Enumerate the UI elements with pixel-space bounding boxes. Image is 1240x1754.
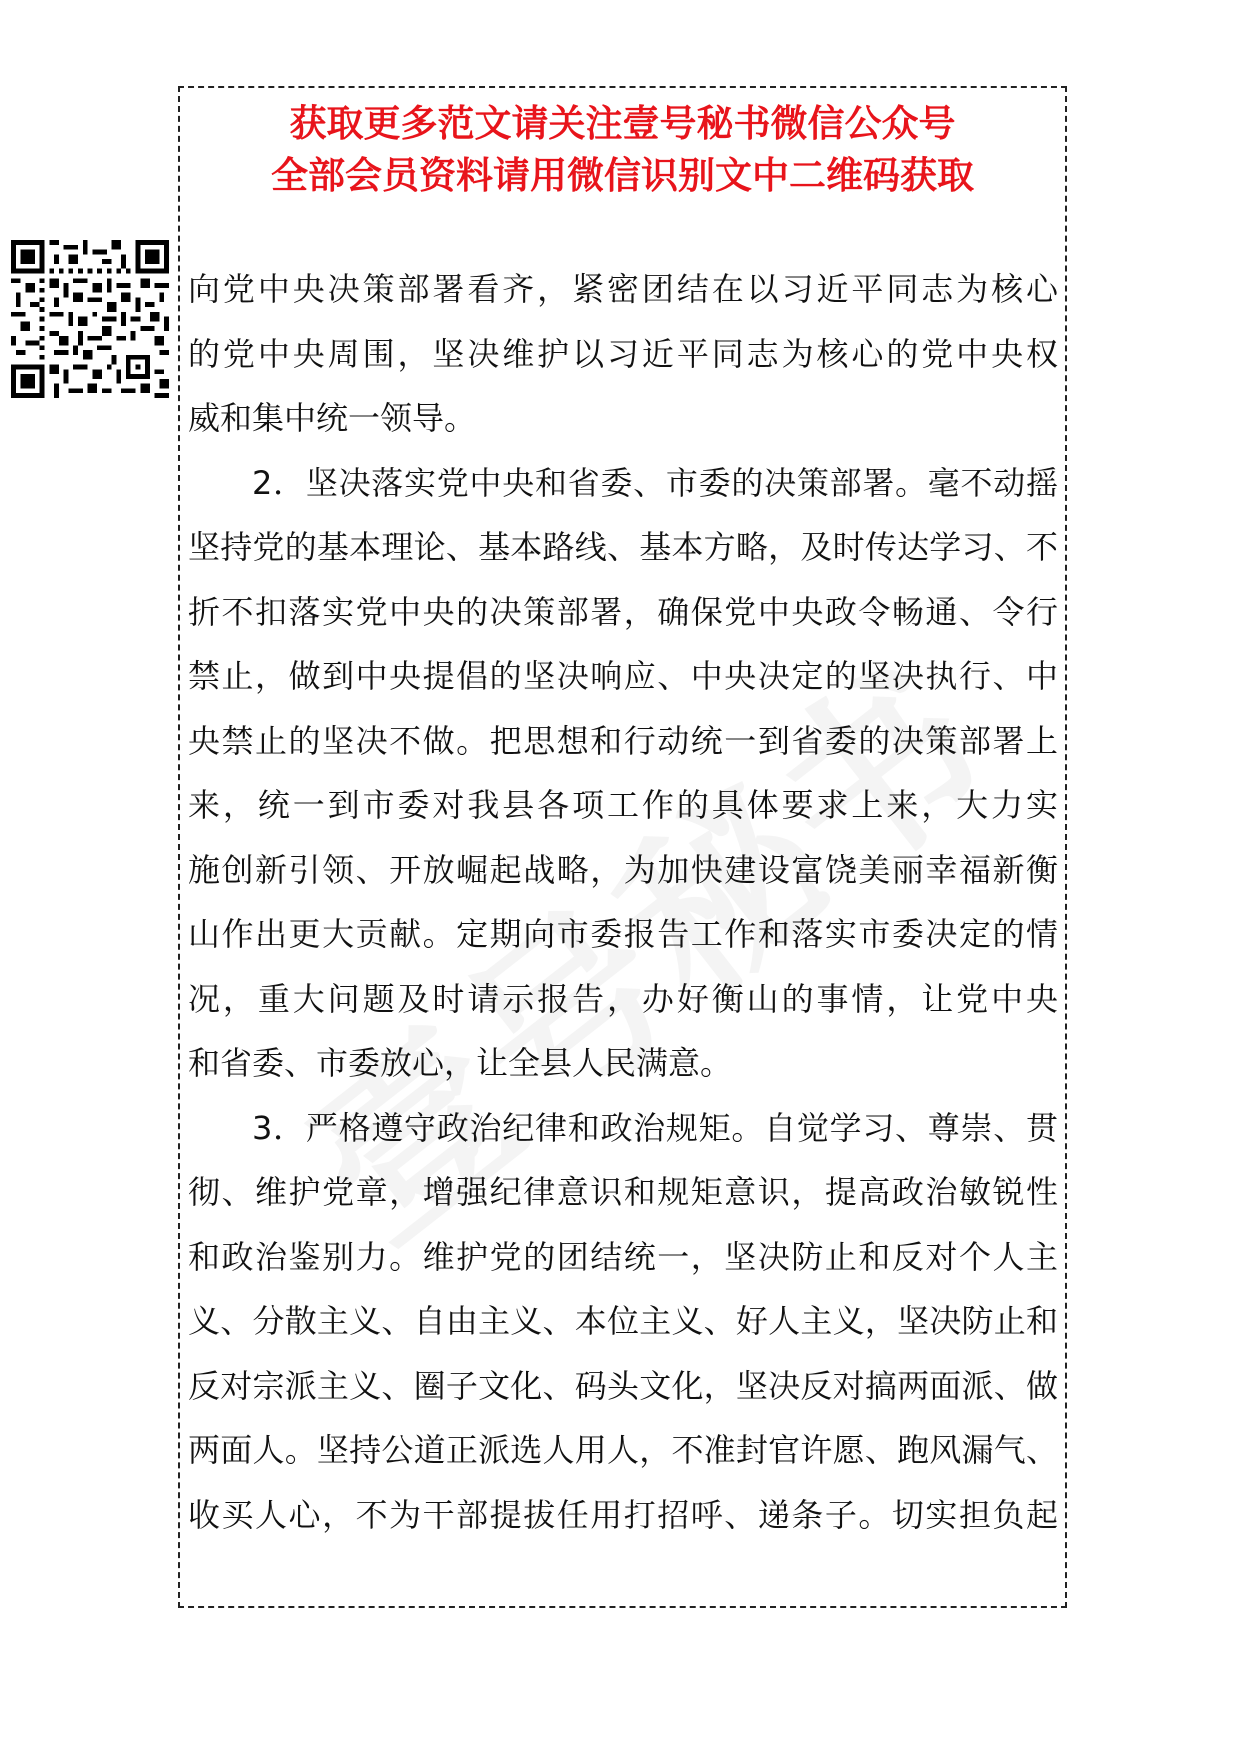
- body-line: 两面人。坚持公道正派选人用人，不准封官许愿、跑风漏气、: [188, 1431, 1058, 1469]
- body-line: 施创新引领、开放崛起战略，为加快建设富饶美丽幸福新衡: [188, 850, 1058, 889]
- qr-code-icon[interactable]: [11, 240, 169, 398]
- body-line: 向党中央决策部署看齐，紧密团结在以习近平同志为核心: [188, 270, 1058, 308]
- body-line: 山作出更大贡献。定期向市委报告工作和落实市委决定的情: [188, 915, 1058, 953]
- body-line: 反对宗派主义、圈子文化、码头文化，坚决反对搞两面派、做: [188, 1366, 1058, 1405]
- body-line: 和政治鉴别力。维护党的团结统一，坚决防止和反对个人主: [188, 1237, 1058, 1276]
- body-line: 坚持党的基本理论、基本路线、基本方略，及时传达学习、不: [188, 528, 1058, 566]
- body-line: 的党中央周围，坚决维护以习近平同志为核心的党中央权: [188, 334, 1058, 373]
- body-line: 彻、维护党章，增强纪律意识和规矩意识，提高政治敏锐性: [188, 1173, 1058, 1211]
- body-line: 义、分散主义、自由主义、本位主义、好人主义，坚决防止和: [188, 1302, 1058, 1340]
- body-line: 况，重大问题及时请示报告，办好衡山的事情，让党中央: [188, 979, 1058, 1018]
- body-line: 折不扣落实党中央的决策部署，确保党中央政令畅通、令行: [188, 592, 1058, 631]
- body-line: 来，统一到市委对我县各项工作的具体要求上来，大力实: [188, 786, 1058, 824]
- document-body: [188, 257, 1058, 1547]
- promo-header-line-2: 全部会员资料请用微信识别文中二维码获取: [271, 154, 974, 197]
- body-line: 威和集中统一领导。: [188, 399, 477, 437]
- body-line: 央禁止的坚决不做。把思想和行动统一到省委的决策部署上: [188, 721, 1058, 760]
- body-line: 禁止，做到中央提倡的坚决响应、中央决定的坚决执行、中: [188, 657, 1058, 695]
- body-line: 和省委、市委放心，让全县人民满意。: [188, 1044, 733, 1082]
- promo-header-line-1: 获取更多范文请关注壹号秘书微信公众号: [289, 102, 956, 145]
- body-line: 2．坚决落实党中央和省委、市委的决策部署。毫不动摇: [252, 463, 1058, 502]
- promo-header: [178, 98, 1067, 202]
- body-line: 收买人心，不为干部提拔任用打招呼、递条子。切实担负起: [188, 1495, 1058, 1534]
- body-line: 3．严格遵守政治纪律和政治规矩。自觉学习、尊崇、贯: [252, 1108, 1058, 1147]
